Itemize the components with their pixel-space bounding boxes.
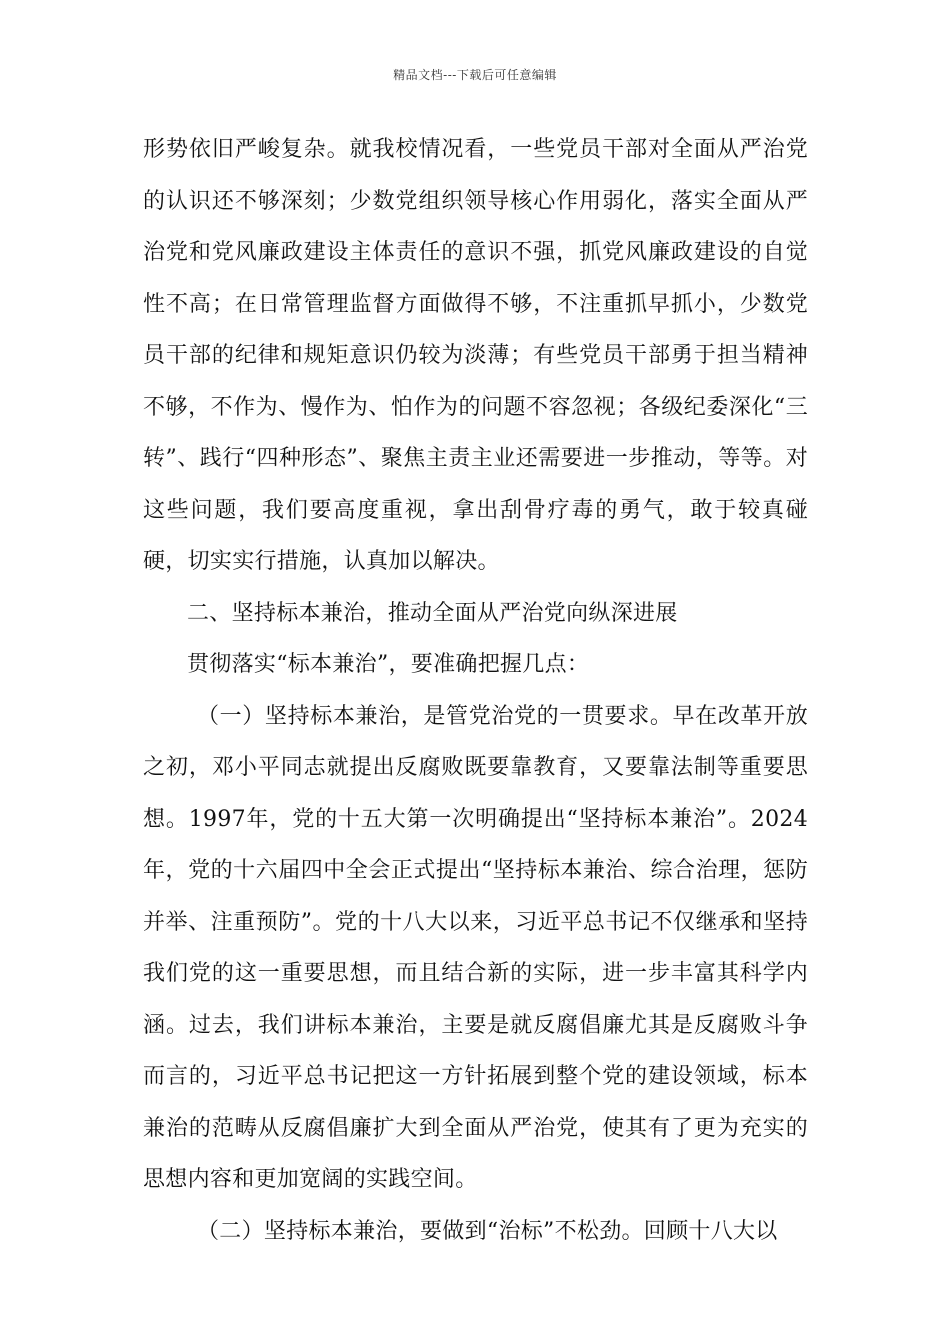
paragraph-point-1: （一）坚持标本兼治，是管党治党的一贯要求。早在改革开放之初，邓小平同志就提出反腐败既要靠教育，又要靠法制等重要思想。1997年，党的十五大第一次明确提出“坚持标本兼治”。2024年，党的十六届四中全会正式提出“坚持标本兼治、综合治理，惩防并举、注重预防”。党的十八大以来，习近平总书记不仅继承和坚持我们党的这一重要思想，而且结合新的实际，进一步丰富其科学内涵。过去，我们讲标本兼治，主要是就反腐倡廉尤其是反腐败斗争而言的，习近平总书记把这一方针拓展到整个党的建设领域，标本兼治的范畴从反腐倡廉扩大到全面从严治党，使其有了更为充实的思想内容和更加宽阔的实践空间。: [143, 703, 808, 1192]
page-header: 精品文档---下载后可任意编辑: [393, 68, 557, 82]
document-body: [143, 124, 808, 1257]
paragraph-point-2: （二）坚持标本兼治，要做到“治标”不松劲。回顾十八大以: [197, 1218, 778, 1244]
paragraph-intro: 贯彻落实“标本兼治”，要准确把握几点：: [187, 652, 590, 677]
paragraph-continuation: 形势依旧严峻复杂。就我校情况看，一些党员干部对全面从严治党的认识还不够深刻；少数党组织领导核心作用弱化，落实全面从严治党和党风廉政建设主体责任的意识不强，抓党风廉政建设的自觉性不高；在日常管理监督方面做得不够，不注重抓早抓小，少数党员干部的纪律和规矩意识仍较为淡薄；有些党员干部勇于担当精神不够，不作为、慢作为、怕作为的问题不容忽视；各级纪委深化“三转”、践行“四种形态”、聚焦主责主业还需要进一步推动，等等。对这些问题，我们要高度重视，拿出刮骨疗毒的勇气，敢于较真碰硬，切实实行措施，认真加以解决。: [143, 137, 808, 574]
section-heading: 二、坚持标本兼治，推动全面从严治党向纵深进展: [187, 600, 678, 626]
